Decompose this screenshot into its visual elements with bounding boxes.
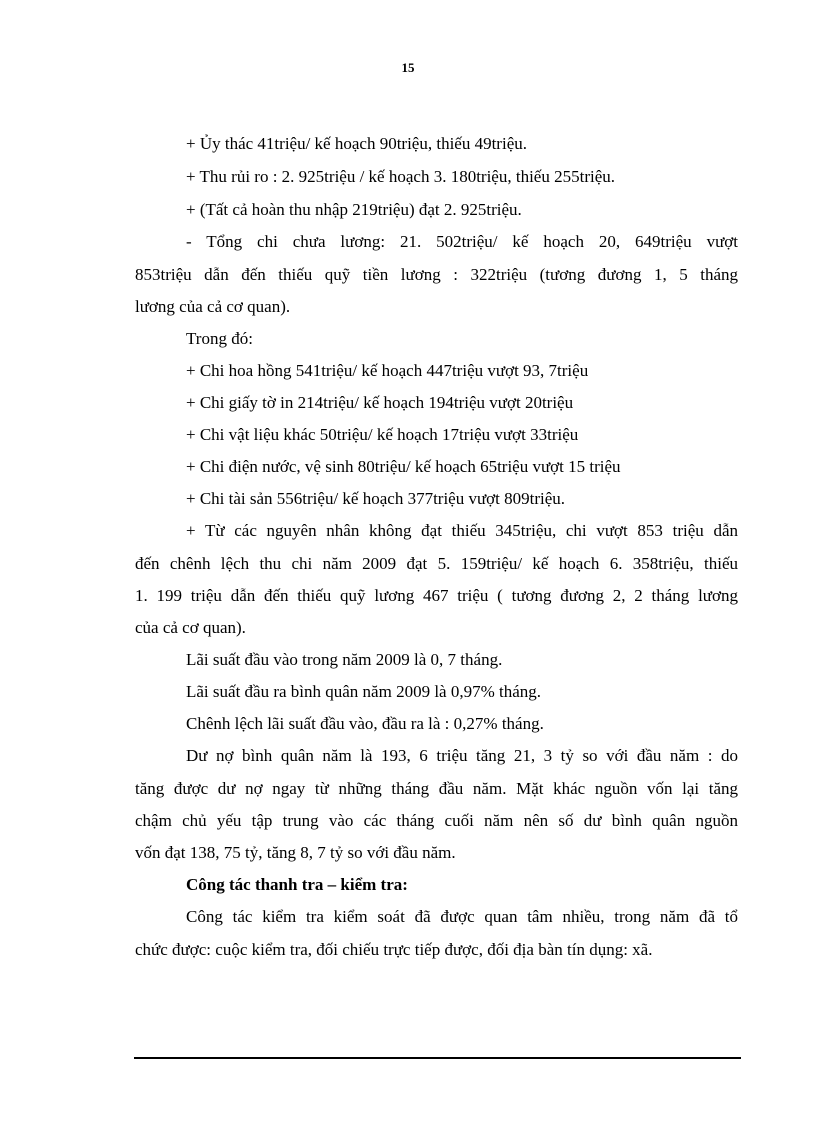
text-line: đến chênh lệch thu chi năm 2009 đạt 5. 159triệu/ kế hoạch 6. 358triệu, thiếu: [135, 554, 738, 573]
text-line: Lãi suất đầu ra bình quân năm 2009 là 0,97% tháng.: [186, 682, 542, 701]
text-line: + (Tất cả hoàn thu nhập 219triệu) đạt 2. 925triệu.: [186, 200, 522, 219]
text-line: 853triệu dẫn đến thiếu quỹ tiền lương : 322triệu (tương đương 1, 5 tháng: [135, 265, 738, 284]
text-line: Lãi suất đầu vào trong năm 2009 là 0, 7 tháng.: [186, 650, 503, 669]
text-line: - Tổng chi chưa lương: 21. 502triệu/ kế hoạch 20, 649triệu vượt: [186, 232, 738, 251]
text-line: của cả cơ quan).: [135, 618, 246, 637]
text-line: 1. 199 triệu dẫn đến thiếu quỹ lương 467 triệu ( tương đương 2, 2 tháng lương: [135, 586, 738, 605]
text-line: lương của cả cơ quan).: [135, 297, 291, 316]
text-line: tăng được dư nợ ngay từ những tháng đầu năm. Mặt khác nguồn vốn lại tăng: [135, 779, 738, 798]
text-line: + Thu rủi ro : 2. 925triệu / kế hoạch 3. 180triệu, thiếu 255triệu.: [186, 167, 615, 186]
text-line: + Ủy thác 41triệu/ kế hoạch 90triệu, thiếu 49triệu.: [186, 134, 527, 153]
page-number: 15: [401, 60, 415, 75]
text-line: Dư nợ bình quân năm là 193, 6 triệu tăng 21, 3 tỷ so với đầu năm : do: [186, 746, 738, 765]
text-line: + Chi giấy tờ in 214triệu/ kế hoạch 194triệu vượt 20triệu: [186, 393, 574, 412]
text-line: + Từ các nguyên nhân không đạt thiếu 345triệu, chi vượt 853 triệu dẫn: [186, 521, 738, 540]
text-line: chậm chủ yếu tập trung vào các tháng cuối năm nên số dư bình quân nguồn: [135, 811, 738, 830]
text-line: chức được: cuộc kiểm tra, đối chiếu trực tiếp được, đối địa bàn tín dụng: xã.: [135, 940, 653, 959]
footer-divider: [134, 1057, 741, 1059]
text-line: vốn đạt 138, 75 tỷ, tăng 8, 7 tỷ so với đầu năm.: [135, 843, 456, 862]
text-line: Trong đó:: [186, 329, 253, 348]
text-line: Công tác kiểm tra kiểm soát đã được quan tâm nhiều, trong năm đã tổ: [186, 907, 738, 926]
text-line: + Chi vật liệu khác 50triệu/ kế hoạch 17triệu vượt 33triệu: [186, 425, 579, 444]
text-line: + Chi điện nước, vệ sinh 80triệu/ kế hoạch 65triệu vượt 15 triệu: [186, 457, 621, 476]
text-line: Chênh lệch lãi suất đầu vào, đầu ra là : 0,27% tháng.: [186, 714, 544, 733]
section-heading: Công tác thanh tra – kiểm tra:: [186, 875, 408, 894]
text-line: + Chi tài sản 556triệu/ kế hoạch 377triệu vượt 809triệu.: [186, 489, 566, 508]
text-line: + Chi hoa hồng 541triệu/ kế hoạch 447triệu vượt 93, 7triệu: [186, 361, 589, 380]
